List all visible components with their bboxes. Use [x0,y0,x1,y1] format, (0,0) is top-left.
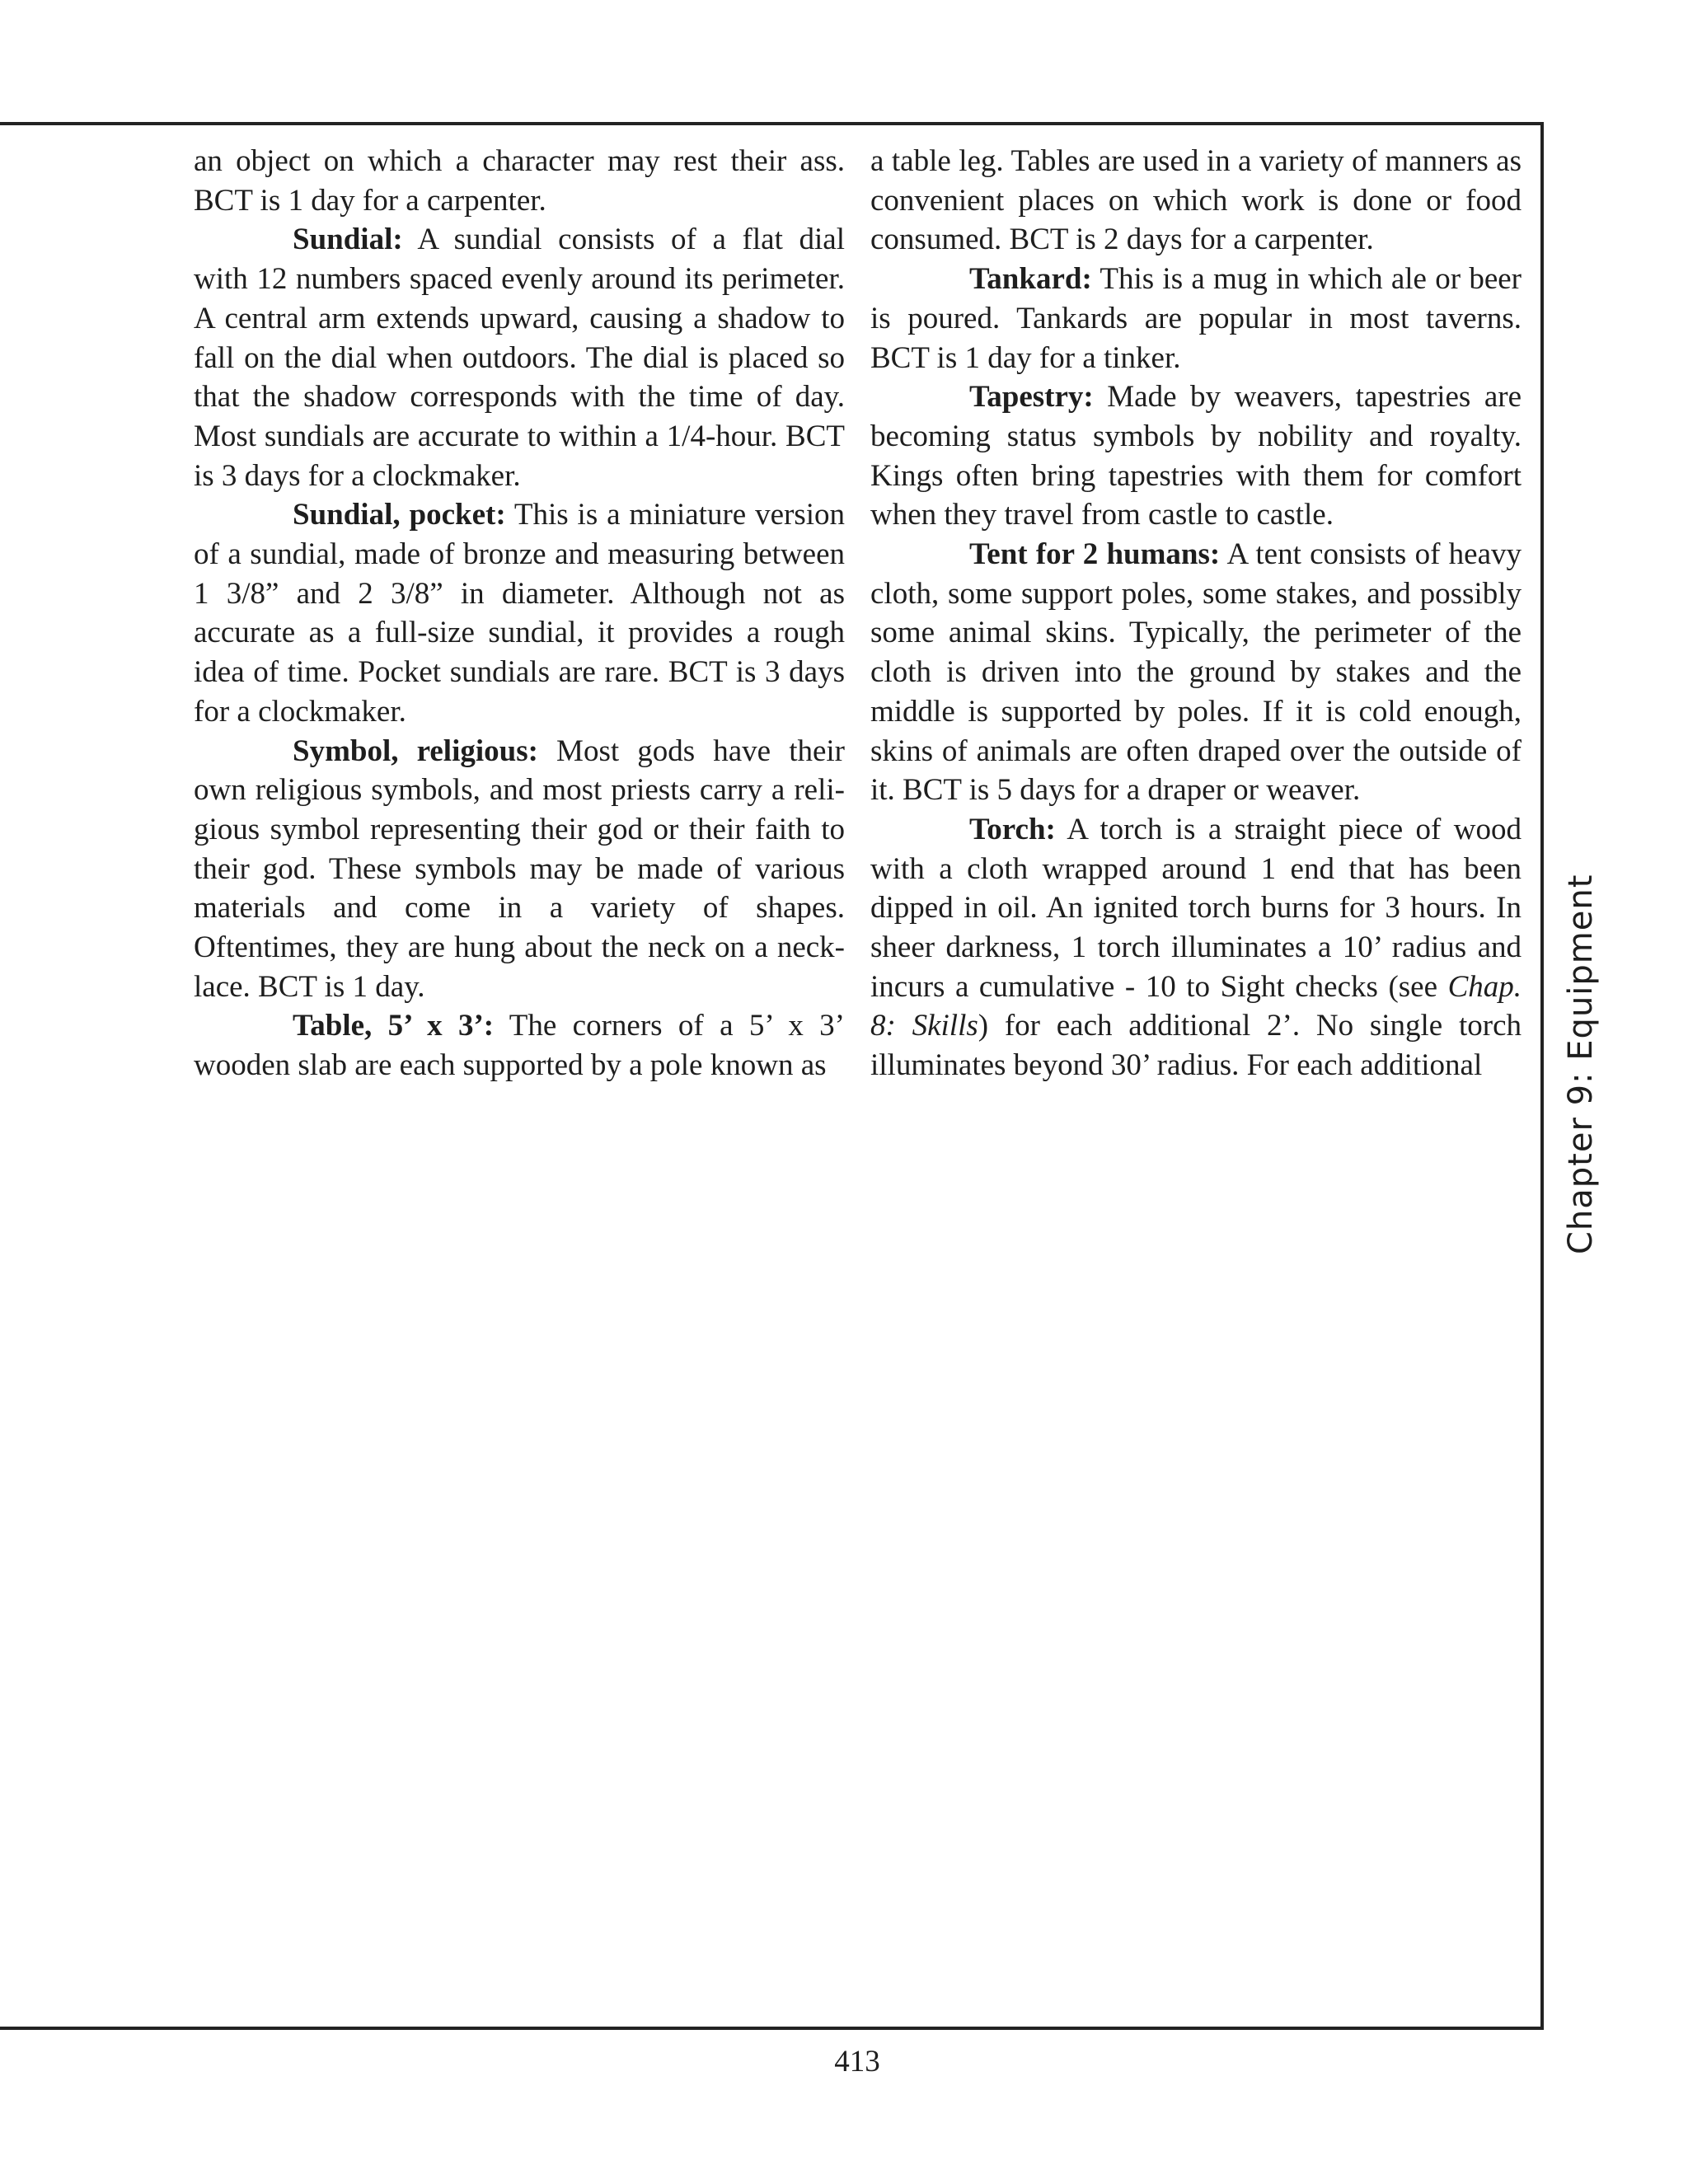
chapter-reference: Chap. 8: Skills [870,969,1522,1043]
entry-text: The corners of a 5’ x 3’ wooden slab are each supported by a pole known as [194,1009,845,1083]
entry-text: A sundial consists of a flat dial with 12 numbers spaced evenly around its perimeter. A central arm extends upward, causing a shadow to fall on the dial when outdoors. The dial is placed so that the shadow corresponds with the time of day. Most sundials are accurate to within a 1/4-hour. BCT is 3 days for a clockmaker. [194,223,845,493]
entry-text: A torch is a straight piece of wood with a cloth wrapped around 1 end that has been dipped in oil. An ignited torch burns for 3 hours. In sheer darkness, 1 torch illuminates a 10’ radius and incurs a cumulative - 10 to Sight checks (see [870,812,1522,1004]
entry-term: Tent for 2 humans: [969,537,1221,572]
entry-text: A tent consists of heavy cloth, some support poles, some stakes, and possibly some animal skins. Typically, the perimeter of the cloth is driven into the ground by stakes and the middle is supported by poles. If it is cold enough, skins of animals are often draped over the outside of it. BCT is 5 days for a draper or weaver. [870,537,1522,808]
entry-term: Sundial, pocket: [293,498,506,532]
page-number: 413 [834,2045,880,2079]
paragraph-text: an object on which a character may rest their ass. BCT is 1 day for a carpenter. [194,144,845,218]
entry-term: Table, 5’ x 3’: [293,1009,495,1043]
entry-symbol-religious [194,732,845,1007]
entry-torch [870,810,1522,1085]
entry-tapestry [870,377,1522,535]
entry-tankard [870,260,1522,377]
continued-paragraph [194,142,845,220]
entry-term: Tapestry: [969,380,1094,415]
right-column [870,142,1522,1085]
entry-term: Torch: [969,812,1056,846]
entry-text: This is a mug in which ale or beer is poured. Tankards are popular in most taverns. BCT is 1 day for a tinker. [870,262,1522,375]
continued-paragraph [870,142,1522,260]
entry-term: Tankard: [969,262,1092,297]
entry-text: ) for each additional 2’. No single torch illuminates beyond 30’ radius. For each additional [870,1009,1522,1083]
entry-table [194,1006,845,1085]
chapter-side-tab: Chapter 9: Equipment [1562,874,1600,1254]
left-column [194,142,845,1085]
entry-sundial [194,220,845,495]
entry-term: Sundial: [293,223,403,257]
entry-text: Most gods have their own religious symbols, and most priests carry a religious symbol representing their god or their faith to their god. These symbols may be made of various materials and come in a variety of shapes. Oftentimes, they are hung about the neck on a necklace. BCT is 1 day. [194,733,845,1004]
entry-sundial-pocket [194,495,845,731]
entry-tent [870,535,1522,810]
entry-text: Made by weavers, tapestries are becoming status symbols by nobility and royalty. Kings often bring tapestries with them for comfort when they travel from castle to castle. [870,380,1522,532]
entry-term: Symbol, religious: [293,733,538,768]
paragraph-text: a table leg. Tables are used in a variety of manners as convenient places on which work is done or food consumed. BCT is 2 days for a carpenter. [870,144,1522,257]
entry-text: This is a miniature version of a sundial, made of bronze and measuring between 1 3/8” and 2 3/8” in diameter. Although not as accurate as a full-size sundial, it provides a rough idea of time. Pocket sundials are rare. BCT is 3 days for a clockmaker. [194,498,846,729]
